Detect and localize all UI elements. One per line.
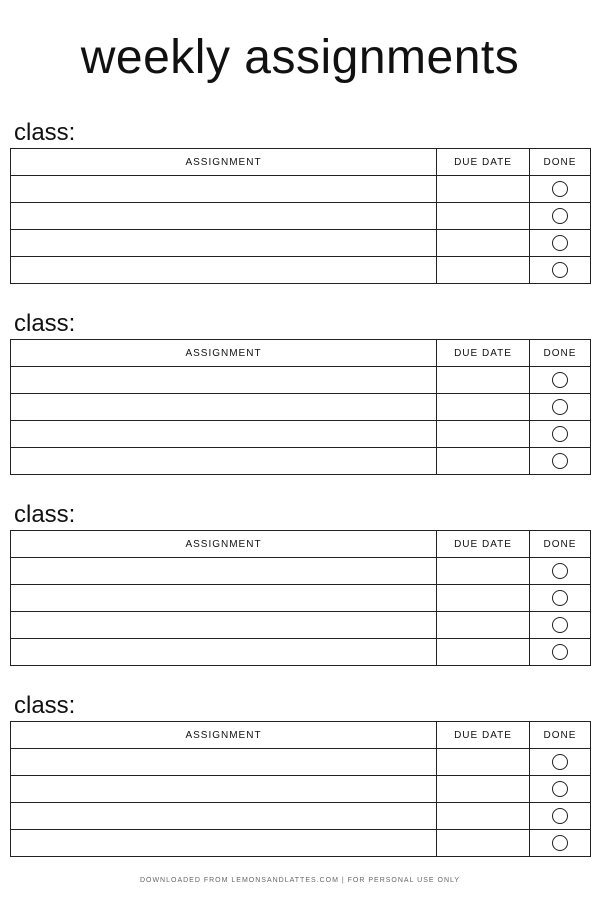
done-checkbox[interactable] (552, 808, 568, 824)
done-cell (530, 639, 591, 666)
done-checkbox[interactable] (552, 235, 568, 251)
assignment-cell[interactable] (11, 639, 437, 666)
assignment-cell[interactable] (11, 176, 437, 203)
table-row (11, 448, 591, 475)
due-date-cell[interactable] (437, 830, 530, 857)
done-checkbox[interactable] (552, 208, 568, 224)
class-section-3 (10, 501, 590, 666)
table-row (11, 585, 591, 612)
assignment-table (10, 339, 591, 475)
assignment-column-header: ASSIGNMENT (11, 531, 437, 558)
done-checkbox[interactable] (552, 781, 568, 797)
assignment-table (10, 148, 591, 284)
table-row (11, 776, 591, 803)
assignment-cell[interactable] (11, 830, 437, 857)
done-cell (530, 749, 591, 776)
done-cell (530, 203, 591, 230)
assignment-cell[interactable] (11, 585, 437, 612)
done-checkbox[interactable] (552, 453, 568, 469)
table-header-row (11, 149, 591, 176)
assignment-column-header: ASSIGNMENT (11, 149, 437, 176)
due-date-cell[interactable] (437, 176, 530, 203)
due-date-cell[interactable] (437, 367, 530, 394)
done-column-header: DONE (530, 722, 591, 749)
done-cell (530, 176, 591, 203)
done-checkbox[interactable] (552, 754, 568, 770)
assignment-cell[interactable] (11, 776, 437, 803)
due-date-cell[interactable] (437, 448, 530, 475)
assignment-cell[interactable] (11, 749, 437, 776)
table-row (11, 421, 591, 448)
done-checkbox[interactable] (552, 617, 568, 633)
assignment-cell[interactable] (11, 803, 437, 830)
done-cell (530, 558, 591, 585)
due-date-cell[interactable] (437, 776, 530, 803)
due-date-cell[interactable] (437, 558, 530, 585)
table-row (11, 803, 591, 830)
class-section-4 (10, 692, 590, 857)
due-date-column-header: DUE DATE (437, 149, 530, 176)
due-date-cell[interactable] (437, 749, 530, 776)
assignment-table (10, 721, 591, 857)
assignment-cell[interactable] (11, 367, 437, 394)
class-label: class: (14, 119, 76, 146)
done-cell (530, 803, 591, 830)
due-date-cell[interactable] (437, 230, 530, 257)
done-checkbox[interactable] (552, 590, 568, 606)
table-row (11, 394, 591, 421)
class-label: class: (14, 501, 76, 528)
due-date-cell[interactable] (437, 585, 530, 612)
done-checkbox[interactable] (552, 426, 568, 442)
table-header-row (11, 531, 591, 558)
done-cell (530, 776, 591, 803)
due-date-cell[interactable] (437, 612, 530, 639)
assignment-cell[interactable] (11, 203, 437, 230)
due-date-cell[interactable] (437, 803, 530, 830)
assignment-cell[interactable] (11, 612, 437, 639)
table-row (11, 830, 591, 857)
done-cell (530, 612, 591, 639)
done-checkbox[interactable] (552, 563, 568, 579)
table-row (11, 612, 591, 639)
assignment-cell[interactable] (11, 230, 437, 257)
done-column-header: DONE (530, 149, 591, 176)
done-cell (530, 585, 591, 612)
assignment-column-header: ASSIGNMENT (11, 340, 437, 367)
done-checkbox[interactable] (552, 372, 568, 388)
due-date-column-header: DUE DATE (437, 340, 530, 367)
done-cell (530, 257, 591, 284)
due-date-cell[interactable] (437, 421, 530, 448)
table-row (11, 203, 591, 230)
assignment-cell[interactable] (11, 421, 437, 448)
done-cell (530, 394, 591, 421)
table-header-row (11, 722, 591, 749)
done-checkbox[interactable] (552, 181, 568, 197)
due-date-cell[interactable] (437, 639, 530, 666)
done-column-header: DONE (530, 340, 591, 367)
due-date-column-header: DUE DATE (437, 531, 530, 558)
done-cell (530, 830, 591, 857)
done-cell (530, 421, 591, 448)
assignment-cell[interactable] (11, 394, 437, 421)
table-row (11, 176, 591, 203)
page-title: weekly assignments (80, 31, 520, 84)
due-date-column-header: DUE DATE (437, 722, 530, 749)
done-checkbox[interactable] (552, 835, 568, 851)
table-row (11, 558, 591, 585)
assignment-cell[interactable] (11, 448, 437, 475)
table-header-row (11, 340, 591, 367)
assignment-cell[interactable] (11, 257, 437, 284)
table-row (11, 749, 591, 776)
class-section-1 (10, 119, 590, 284)
done-cell (530, 367, 591, 394)
assignment-column-header: ASSIGNMENT (11, 722, 437, 749)
due-date-cell[interactable] (437, 203, 530, 230)
assignment-table (10, 530, 591, 666)
table-row (11, 230, 591, 257)
class-label: class: (14, 310, 76, 337)
table-row (11, 257, 591, 284)
done-checkbox[interactable] (552, 262, 568, 278)
footer-credit: DOWNLOADED FROM LEMONSANDLATTES.COM | FOR PERSONAL USE ONLY (139, 877, 461, 884)
due-date-cell[interactable] (437, 394, 530, 421)
table-row (11, 639, 591, 666)
table-row (11, 367, 591, 394)
class-section-2 (10, 310, 590, 475)
class-label: class: (14, 692, 76, 719)
assignment-cell[interactable] (11, 558, 437, 585)
done-cell (530, 448, 591, 475)
due-date-cell[interactable] (437, 257, 530, 284)
done-cell (530, 230, 591, 257)
done-column-header: DONE (530, 531, 591, 558)
done-checkbox[interactable] (552, 644, 568, 660)
done-checkbox[interactable] (552, 399, 568, 415)
